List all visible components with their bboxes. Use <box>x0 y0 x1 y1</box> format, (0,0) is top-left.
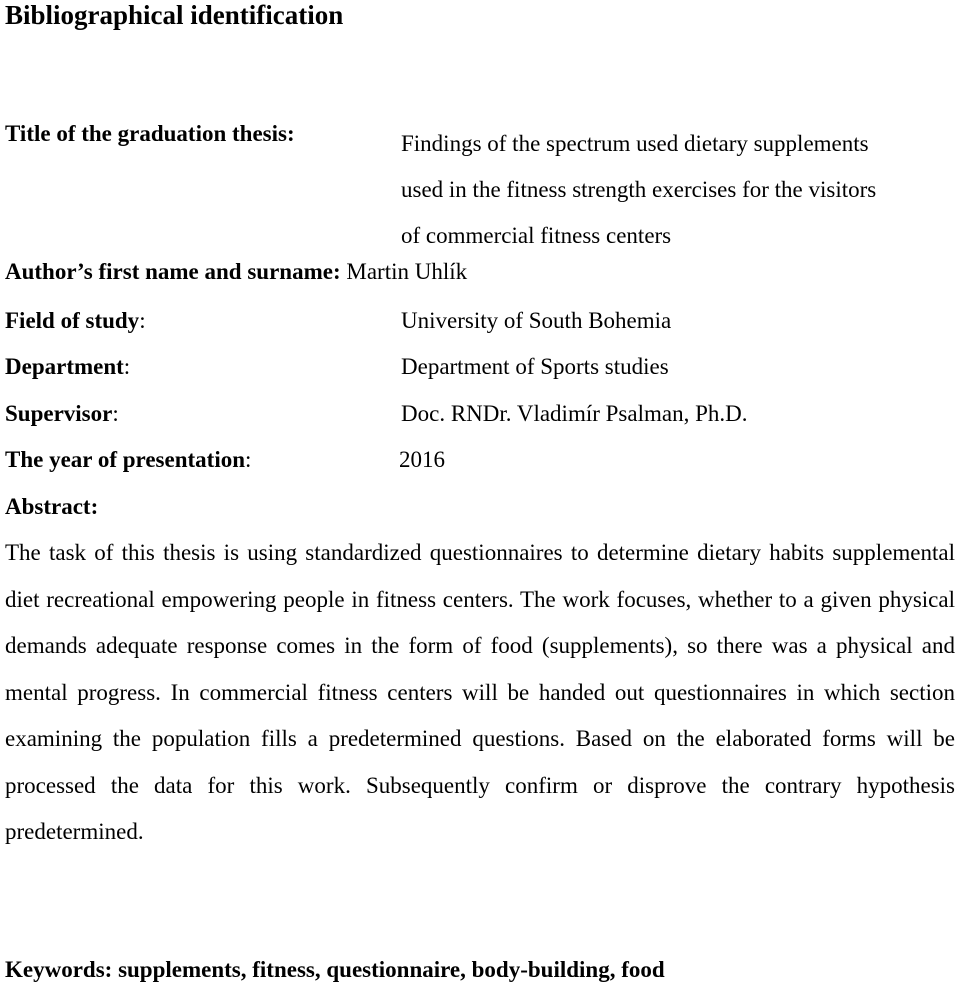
keywords-line: Keywords: supplements, fitness, questionnaire, body-building, food <box>5 957 665 982</box>
year-label: The year of presentation <box>5 447 245 472</box>
supervisor-label: Supervisor <box>5 401 113 426</box>
year-colon: : <box>245 447 252 472</box>
abstract-heading: Abstract: <box>5 494 99 519</box>
department-row <box>5 354 130 380</box>
thesis-title-line: of commercial fitness centers <box>401 223 672 248</box>
thesis-title-row <box>5 121 295 147</box>
field-of-study-colon: : <box>139 308 146 333</box>
field-of-study-row <box>5 308 146 334</box>
department-value: Department of Sports studies <box>401 354 669 379</box>
department-label: Department <box>5 354 124 379</box>
supervisor-colon: : <box>112 401 119 426</box>
author-row <box>5 259 467 285</box>
year-row <box>5 447 251 473</box>
author-label: Author’s first name and surname: <box>5 259 341 284</box>
thesis-title-label: Title of the graduation thesis: <box>5 121 295 146</box>
field-of-study-value: University of South Bohemia <box>401 308 672 333</box>
abstract-text: The task of this thesis is using standardized questionnaires to determine dietary habits supplemental diet recreational empowering people in fitness centers. The work focuses, whether to a given physical demands adequate response comes in the form of food (supplements), so there was a physical and mental progress. In commercial fitness centers will be handed out questionnaires in which section examining the population fills a predetermined questions. Based on the elaborated forms will be processed the data for this work. Subsequently confirm or disprove the contrary hypothesis predetermined. <box>5 540 955 844</box>
thesis-title-line: Findings of the spectrum used dietary supplements <box>401 131 869 156</box>
page-title: Bibliographical identification <box>5 0 344 30</box>
field-of-study-label: Field of study <box>5 308 140 333</box>
thesis-title-line: used in the fitness strength exercises for the visitors <box>401 177 877 202</box>
thesis-title-value <box>401 121 960 259</box>
supervisor-row <box>5 401 119 427</box>
department-colon: : <box>123 354 131 379</box>
year-value: 2016 <box>399 447 445 472</box>
author-value: Martin Uhlík <box>346 259 468 284</box>
supervisor-value: Doc. RNDr. Vladimír Psalman, Ph.D. <box>401 401 748 426</box>
